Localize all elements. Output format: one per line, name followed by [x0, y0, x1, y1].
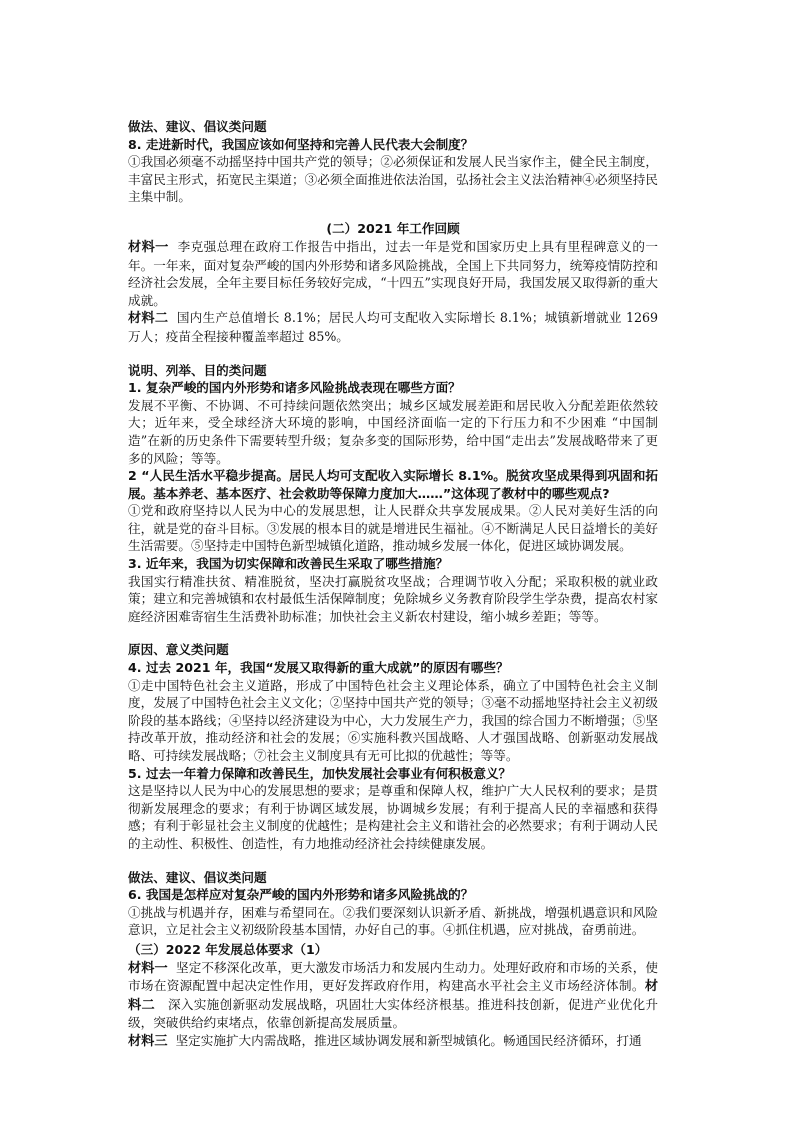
requirements-material-3 — [128, 1032, 658, 1051]
answer-3: 我国实行精准扶贫、精准脱贫，坚决打赢脱贫攻坚战；合理调节收入分配；采取积极的就业政策；建立和完善城镇和农村最低生活保障制度；免除城乡义务教育阶段学生学杂费，提高农村家庭经济困难寄宿生生活费补助标准；加快社会主义新农村建设，缩小城乡差距；等等。 — [128, 573, 658, 624]
material-label: 材料二 — [128, 979, 658, 1013]
material-text: 深入实施创新驱动发展战略，巩固壮大实体经济根基。推进科技创新，促进产业优化升级，突破供给约束堵点，依靠创新提高发展质量。 — [128, 996, 659, 1031]
material-label: 材料三 — [128, 1033, 168, 1049]
section-category: 做法、建议、倡议类问题 — [128, 119, 267, 134]
material-text: 国内生产总值增长 8.1%；居民人均可支配收入实际增长 8.1%；城镇新增就业 1269 万人；疫苗全程接种覆盖率超过 85%。 — [128, 310, 659, 344]
answer-5: 这是坚持以人民为中心的发展思想的要求；是尊重和保障人权，维护广大人民权利的要求；是贯彻新发展理念的要求；有利于协调区域发展，协调城乡发展；有利于提高人民的幸福感和获得感；有利于彰显社会主义制度的优越性；是构建社会主义和谐社会的必然要求；有利于调动人民的主动性、积极性、创造性，有力地推动经济社会持续健康发展。 — [128, 783, 658, 851]
answer-6: ①挑战与机遇并存，困难与希望同在。②我们要深刻认识新矛盾、新挑战，增强机遇意识和风险意识，立足社会主义初级阶段基本国情，办好自己的事。④抓住机遇，应对挑战，奋勇前进。 — [128, 904, 658, 938]
answer-1: 发展不平衡、不协调、不可持续问题依然突出；城乡区域发展差距和居民收入分配差距依然较大；近年来，受全球经济大环境的影响，中国经济面临一定的下行压力和不少困难 “中国制造”在新的历史条件下需要转型升级；复杂多变的国际形势，给中国“走出去”发展战略带来了更多的风险；等等。 — [128, 397, 658, 466]
material-text: 坚定实施扩大内需战略，推进区域协调发展和新型城镇化。畅通国民经济循环，打通 — [175, 1032, 642, 1048]
document-page — [128, 118, 658, 1051]
material-text: 李克强总理在政府工作报告中指出，过去一年是党和国家历史上具有里程碑意义的一年。一年来，面对复杂严峻的国内外形势和诸多风险挑战，全国上下共同努力，统筹疫情防控和经济社会发展，全年主要目标任务较好完成，“十四五”实现良好开局，我国发展又取得新的重大成就。 — [128, 238, 659, 308]
question-3: 3. 近年来，我国为切实保障和改善民生采取了哪些措施？ — [128, 556, 449, 572]
answer-8: ①我国必须毫不动摇坚持中国共产党的领导；②必须保证和发展人民当家作主，健全民主制度，丰富民主形式，拓宽民主渠道；③必须全面推进依法治国，弘扬社会主义法治精神④必须坚持民主集中制。 — [128, 154, 658, 205]
question-6: 6. 我国是怎样应对复杂严峻的国内外形势和诸多风险挑战的？ — [128, 887, 474, 903]
question-8: 8. 走进新时代，我国应该如何坚持和完善人民代表大会制度？ — [128, 136, 474, 152]
question-5: 5. 过去一年着力保障和改善民生，加快发展社会事业有何积极意义？ — [128, 765, 512, 781]
material-label: 材料二 — [128, 311, 169, 327]
material-text: 坚定不移深化改革，更大激发市场活力和发展内生动力。处理好政府和市场的关系，使市场在资源配置中起决定性作用，更好发挥政府作用，构建高水平社会主义市场经济体制。 — [128, 959, 659, 994]
question-2: 2 “人民生活水平稳步提高。居民人均可支配收入实际增长 8.1%。脱贫攻坚成果得到巩固和拓展。基本养老、基本医疗、社会救助等保障力度加大……”这体现了教材中的哪些观点? — [128, 468, 658, 501]
review-material-2 — [128, 309, 658, 345]
material-label: 材料一 — [128, 960, 168, 976]
material-label: 材料一 — [128, 239, 169, 255]
answer-4: ①走中国特色社会主义道路，形成了中国特色社会主义理论体系，确立了中国特色社会主义制度，发展了中国特色社会主义文化；②坚持中国共产党的领导；③毫不动摇地坚持社会主义初级阶段的基本路线；④坚持以经济建设为中心，大力发展生产力，我国的综合国力不断增强；⑤坚持改革开放，推动经济和社会的发展；⑥实施科教兴国战略、人才强国战略、创新驱动发展战略、可持续发展战略；⑦社会主义制度具有无可比拟的优越性；等等。 — [128, 677, 658, 763]
review-material-1 — [128, 238, 658, 309]
section-category: 原因、意义类问题 — [128, 642, 229, 658]
requirements-heading: （三）2022 年发展总体要求（1） — [128, 941, 328, 957]
answer-2: ①党和政府坚持以人民为中心的发展思想，让人民群众共享发展成果。②人民对美好生活的向往，就是党的奋斗目标。③发展的根本目的就是增进民生福祉。④不断满足人民日益增长的美好生活需要。⑤坚持走中国特色新型城镇化道路，推动城乡发展一体化，促进区域协调发展。 — [128, 503, 658, 554]
question-1: 1. 复杂严峻的国内外形势和诸多风险挑战表现在哪些方面？ — [128, 380, 461, 396]
section-category: 做法、建议、倡议类问题 — [128, 869, 267, 885]
requirements-materials-1-2 — [128, 959, 658, 1032]
review-heading: (二）2021 年工作回顾 — [326, 220, 460, 236]
section-category: 说明、列举、目的类问题 — [128, 362, 267, 378]
question-4: 4. 过去 2021 年，我国“发展又取得新的重大成就”的原因有哪些？ — [128, 660, 509, 676]
